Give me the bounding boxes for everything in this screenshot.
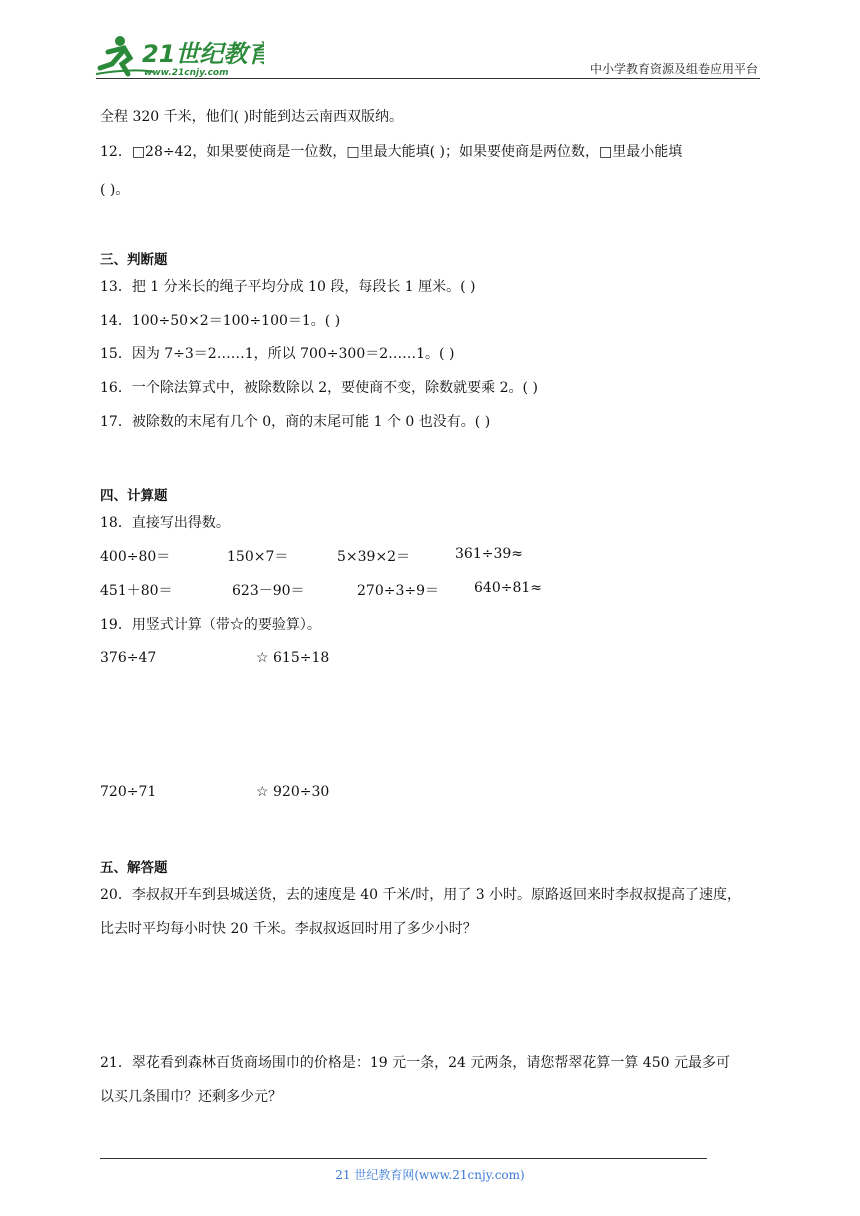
calc-item: 361÷39≈: [455, 546, 523, 562]
vertical-calc-item: ☆ 615÷18: [256, 650, 330, 666]
footer-divider: [100, 1158, 707, 1159]
footer-text[interactable]: 21 世纪教育网(www.21cnjy.com): [335, 1168, 525, 1182]
vertical-calc-item: 376÷47: [100, 650, 157, 666]
calc-item: 270÷3÷9＝: [357, 583, 439, 599]
section-calculation-heading: 四、计算题: [100, 488, 168, 504]
calc-item: 150×7＝: [227, 549, 289, 565]
question-21-line1: 21．翠花看到森林百货商场围巾的价格是：19 元一条，24 元两条，请您帮翠花算一算 450 元最多可: [100, 1055, 730, 1071]
calc-item: 400÷80＝: [100, 549, 171, 565]
logo: [94, 34, 264, 80]
question-14: 14．100÷50×2＝100÷100＝1。( ): [100, 313, 341, 329]
question-18: 18．直接写出得数。: [100, 515, 230, 531]
question-17: 17．被除数的末尾有几个 0，商的末尾可能 1 个 0 也没有。( ): [100, 414, 491, 430]
header-platform-text: 中小学教育资源及组卷应用平台: [589, 62, 758, 76]
logo-runner-icon: [94, 34, 264, 80]
calc-item: 640÷81≈: [474, 580, 542, 596]
question-12-line2: ( )。: [100, 182, 130, 198]
section-judgment-heading: 三、判断题: [100, 252, 168, 268]
question-13: 13．把 1 分米长的绳子平均分成 10 段，每段长 1 厘米。( ): [100, 279, 476, 295]
calc-item: 451＋80＝: [100, 583, 173, 599]
question-12-line1: 12．□28÷42，如果要使商是一位数，□里最大能填( )；如果要使商是两位数，□里最小能填: [100, 144, 683, 160]
question-15: 15．因为 7÷3＝2……1，所以 700÷300＝2……1。( ): [100, 346, 455, 362]
section-answer-heading: 五、解答题: [100, 860, 168, 876]
logo-text: 21世纪教育: [142, 40, 264, 68]
question-16: 16．一个除法算式中，被除数除以 2，要使商不变，除数就要乘 2。( ): [100, 380, 538, 396]
question-21-line2: 以买几条围巾？还剩多少元？: [100, 1089, 282, 1105]
header-divider: [96, 78, 760, 79]
calc-item: 5×39×2＝: [337, 549, 411, 565]
question-20-line1: 20．李叔叔开车到县城送货，去的速度是 40 千米/时，用了 3 小时。原路返回来时李叔叔提高了速度，: [100, 887, 742, 903]
vertical-calc-item: ☆ 920÷30: [256, 784, 330, 800]
question-20-line2: 比去时平均每小时快 20 千米。李叔叔返回时用了多少小时？: [100, 921, 477, 937]
vertical-calc-item: 720÷71: [100, 784, 157, 800]
question-19: 19．用竖式计算（带☆的要验算）。: [100, 617, 321, 633]
calc-item: 623－90＝: [232, 583, 305, 599]
logo-url: www.21cnjy.com: [144, 68, 229, 78]
question-11-continued: 全程 320 千米，他们( )时能到达云南西双版纳。: [100, 109, 403, 125]
